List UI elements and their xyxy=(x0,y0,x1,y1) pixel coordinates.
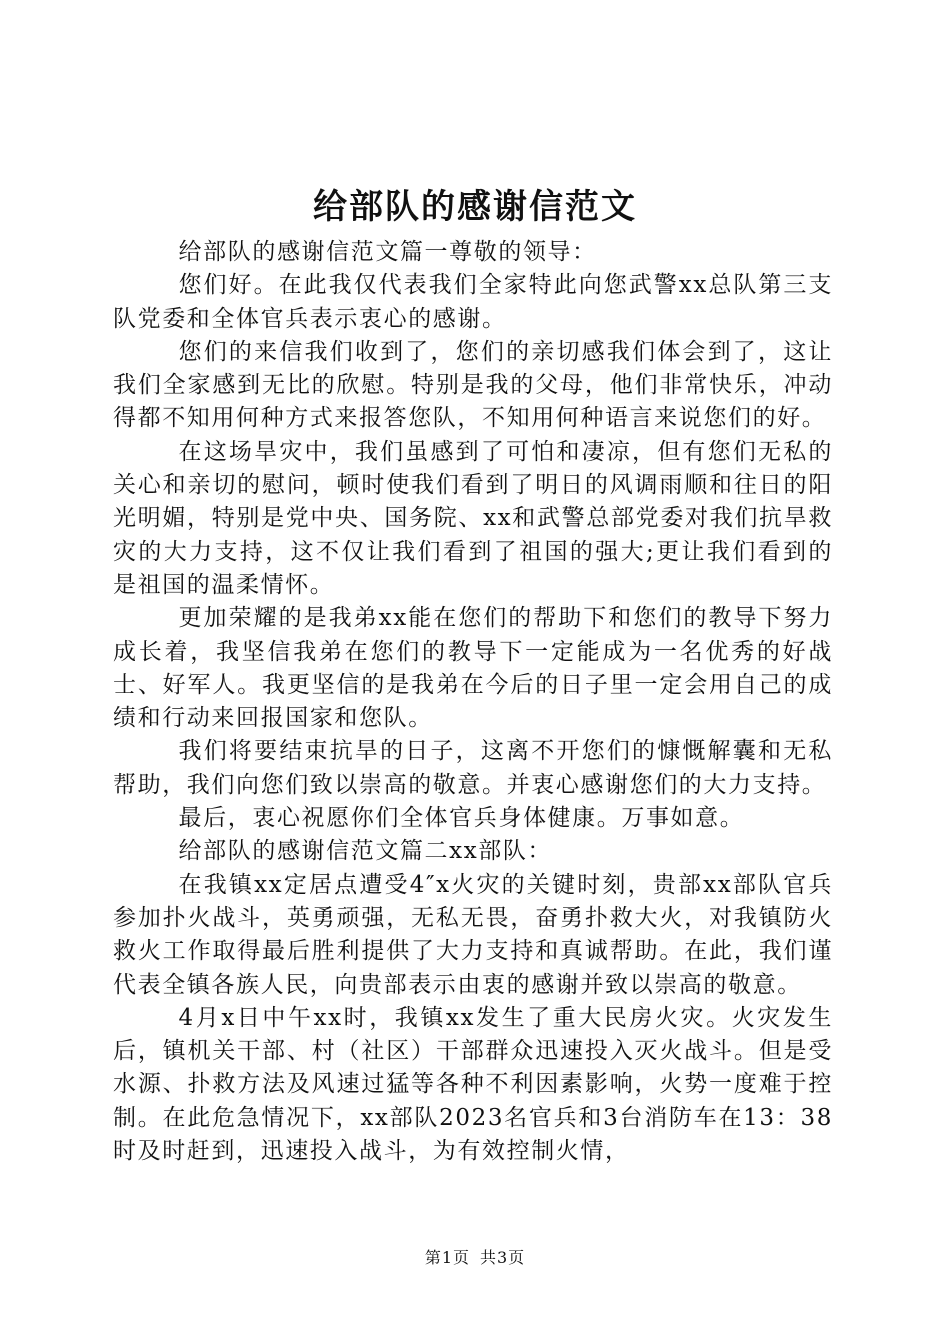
document-body xyxy=(113,236,833,1168)
paragraph: 在我镇xx定居点遭受4″x火灾的关键时刻，贵部xx部队官兵参加扑火战斗，英勇顽强，无私无畏，奋勇扑救大火，对我镇防火救火工作取得最后胜利提供了大力支持和真诚帮助。在此，我们谨代表全镇各族人民，向贵部表示由衷的感谢并致以崇高的敬意。 xyxy=(113,871,833,998)
paragraph: 您们好。在此我仅代表我们全家特此向您武警xx总队第三支队党委和全体官兵表示衷心的感谢。 xyxy=(113,272,833,332)
paragraph: 在这场旱灾中，我们虽感到了可怕和凄凉，但有您们无私的关心和亲切的慰问，顿时使我们看到了明日的风调雨顺和往日的阳光明媚，特别是党中央、国务院、xx和武警总部党委对我们抗旱救灾的大力支持，这不仅让我们看到了祖国的强大;更让我们看到的是祖国的温柔情怀。 xyxy=(113,438,833,598)
paragraph: 4月x日中午xx时，我镇xx发生了重大民房火灾。火灾发生后，镇机关干部、村（社区）干部群众迅速投入灭火战斗。但是受水源、扑救方法及风速过猛等各种不利因素影响，火势一度难于控制。在此危急情况下，xx部队2023名官兵和3台消防车在13：38时及时赶到，迅速投入战斗，为有效控制火情， xyxy=(113,1004,833,1165)
document-title: 给部队的感谢信范文 xyxy=(313,187,637,227)
paragraph: 我们将要结束抗旱的日子，这离不开您们的慷慨解囊和无私帮助，我们向您们致以崇高的敬意。并衷心感谢您们的大力支持。 xyxy=(113,738,833,798)
paragraph: 给部队的感谢信范文篇一尊敬的领导： xyxy=(178,239,597,265)
paragraph: 您们的来信我们收到了，您们的亲切感我们体会到了，这让我们全家感到无比的欣慰。特别是我的父母，他们非常快乐，冲动得都不知用何种方式来报答您队，不知用何种语言来说您们的好。 xyxy=(113,338,833,432)
page-total: 共3页 xyxy=(480,1248,526,1267)
page-footer xyxy=(0,1247,950,1269)
page-number: 第1页 xyxy=(424,1248,470,1267)
paragraph: 最后，衷心祝愿你们全体官兵身体健康。万事如意。 xyxy=(178,805,745,832)
paragraph: 更加荣耀的是我弟xx能在您们的帮助下和您们的教导下努力成长着，我坚信我弟在您们的教导下一定能成为一名优秀的好战士、好军人。我更坚信的是我弟在今后的日子里一定会用自己的成绩和行动来回报国家和您队。 xyxy=(113,605,833,732)
paragraph: 给部队的感谢信范文篇二xx部队： xyxy=(178,838,553,865)
